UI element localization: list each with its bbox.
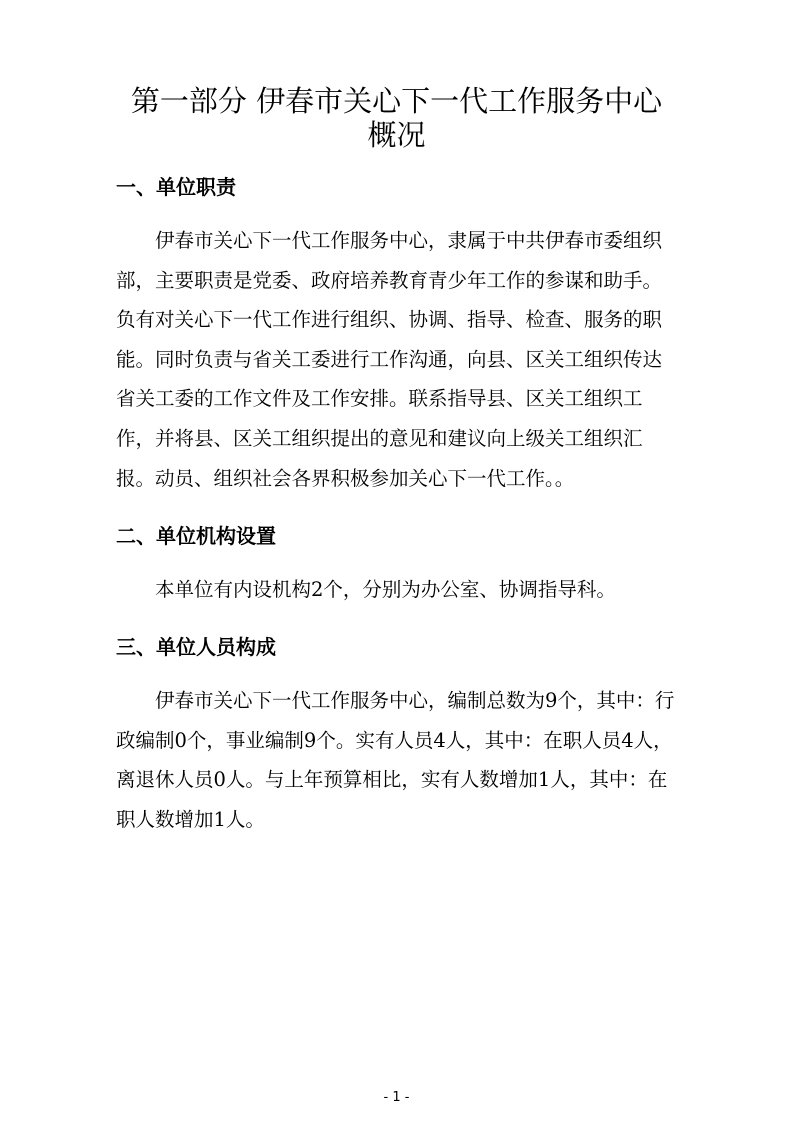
paragraph-line: 能。同时负责与省关工委进行工作沟通，向县、区关工组织传达	[116, 347, 663, 371]
paragraph-line: 伊春市关心下一代工作服务中心，编制总数为9个，其中：行	[116, 689, 675, 712]
paragraph-line: 省关工委的工作文件及工作安排。联系指导县、区关工组织工	[116, 387, 643, 411]
document-title-line-1: 第一部分 伊春市关心下一代工作服务中心	[130, 84, 663, 118]
section-body-staffing	[116, 681, 691, 839]
document-title-line-2: 概况	[367, 118, 426, 152]
paragraph-line: 本单位有内设机构2个，分别为办公室、协调指导科。	[116, 578, 616, 601]
section-heading-responsibilities: 一、单位职责	[116, 175, 236, 199]
paragraph-line: 职人数增加1人。	[116, 807, 265, 831]
paragraph-line: 负有对关心下一代工作进行组织、协调、指导、检查、服务的职	[116, 308, 663, 332]
section-body-responsibilities	[116, 221, 691, 498]
paragraph-line: 部，主要职责是党委、政府培养教育青少年工作的参谋和助手。	[116, 268, 663, 292]
page-number: - 1 -	[383, 1090, 410, 1105]
paragraph-line: 作，并将县、区关工组织提出的意见和建议向上级关工组织汇	[116, 426, 643, 450]
paragraph-line: 离退休人员0人。与上年预算相比，实有人数增加1人，其中：在	[116, 768, 668, 792]
section-body-organization	[116, 570, 691, 610]
paragraph-line: 政编制0个，事业编制9个。实有人员4人，其中：在职人员4人，	[116, 728, 673, 752]
section-heading-organization: 二、单位机构设置	[116, 524, 276, 548]
section-heading-staffing: 三、单位人员构成	[116, 635, 276, 659]
paragraph-line: 报。动员、组织社会各界积极参加关心下一代工作。。	[116, 466, 575, 490]
paragraph-line: 伊春市关心下一代工作服务中心，隶属于中共伊春市委组织	[116, 229, 663, 252]
